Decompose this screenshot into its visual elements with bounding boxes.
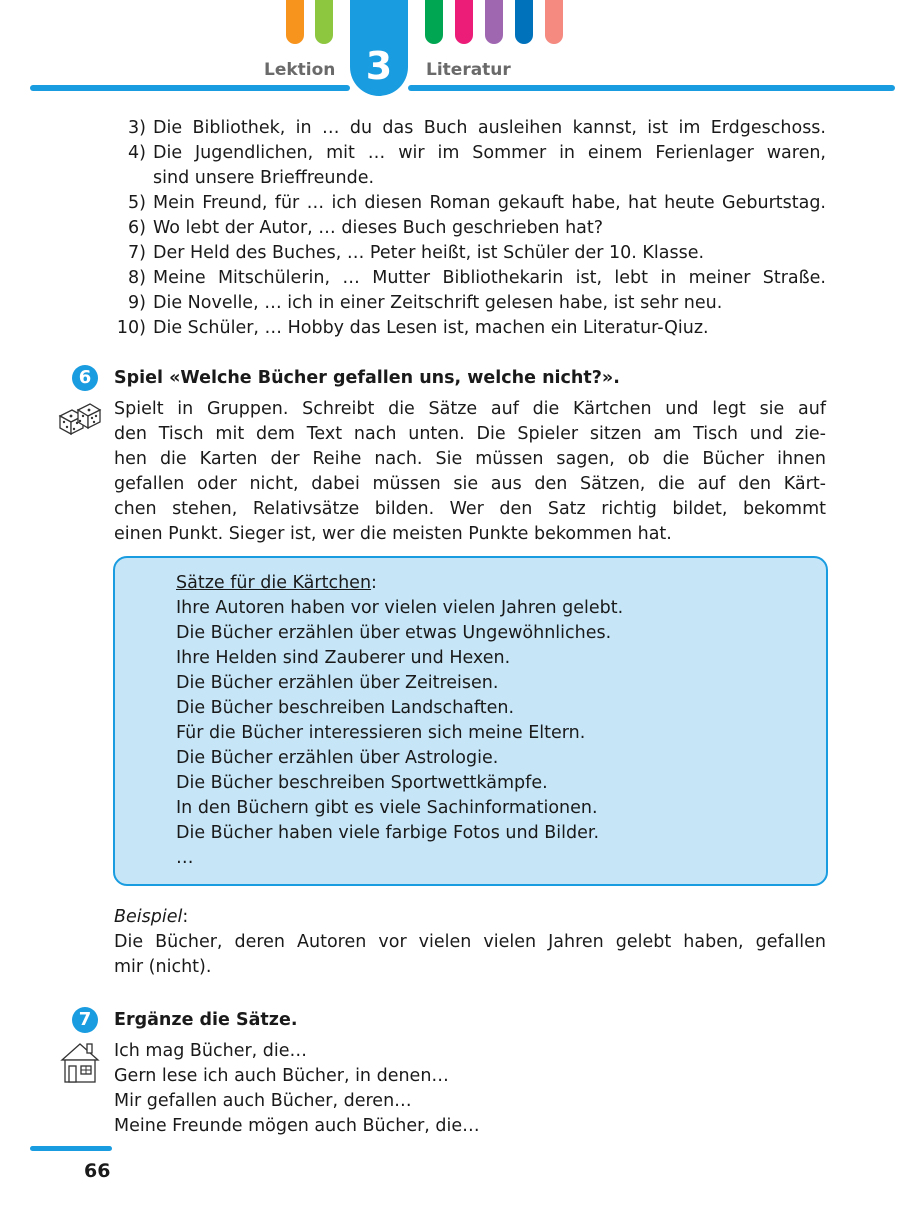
card-sentence: Die Bücher erzählen über Zeitreisen.	[176, 673, 499, 693]
card-sentence-ellipsis: …	[176, 848, 194, 868]
list-item-number: 10)	[116, 318, 146, 338]
exercise-number-badge: 7	[72, 1007, 98, 1033]
exercise-instruction-line: den Tisch mit dem Text nach unten. Die Spieler sitzen am Tisch und zie-	[114, 424, 826, 444]
color-tab-pink	[455, 0, 473, 44]
exercise-title: Spiel «Welche Bücher gefallen uns, welche nicht?».	[114, 368, 620, 388]
list-item-text: sind unsere Brieffreunde.	[153, 168, 375, 188]
exercise-instruction-line: einen Punkt. Sieger ist, wer die meisten Punkte bekommen hat.	[114, 524, 672, 544]
color-tab-salmon	[545, 0, 563, 44]
card-sentence: Für die Bücher interessieren sich meine Eltern.	[176, 723, 586, 743]
exercise-instruction-line: chen stehen, Relativsätze bilden. Wer den Satz richtig bildet, bekommt	[114, 499, 826, 519]
card-box-heading-text: Sätze für die Kärtchen	[176, 573, 372, 593]
sentence-starter: Mir gefallen auch Bücher, deren…	[114, 1091, 412, 1111]
card-box-heading-colon: :	[371, 573, 377, 593]
list-item-text: Wo lebt der Autor, … dieses Buch geschrieben hat?	[153, 218, 604, 238]
house-icon	[58, 1040, 104, 1084]
header-rule-left	[30, 85, 350, 91]
example-label	[114, 905, 188, 930]
list-item-number: 5)	[128, 193, 146, 213]
card-sentence: Ihre Autoren haben vor vielen vielen Jahren gelebt.	[176, 598, 624, 618]
list-item-text: Die Novelle, … ich in einer Zeitschrift gelesen habe, ist sehr neu.	[153, 293, 723, 313]
list-item-number: 9)	[128, 293, 146, 313]
card-sentence: Die Bücher erzählen über etwas Ungewöhnliches.	[176, 623, 612, 643]
lesson-number-badge: 3	[350, 0, 408, 96]
card-sentence: Die Bücher erzählen über Astrologie.	[176, 748, 499, 768]
sentence-starter: Meine Freunde mögen auch Bücher, die…	[114, 1116, 480, 1136]
dice-icon	[56, 402, 102, 436]
card-sentence: Die Bücher beschreiben Sportwettkämpfe.	[176, 773, 548, 793]
example-text-line: Die Bücher, deren Autoren vor vielen vielen Jahren gelebt haben, gefallen	[114, 932, 826, 952]
exercise-instruction-line: Spielt in Gruppen. Schreibt die Sätze auf die Kärtchen und legt sie auf	[114, 399, 826, 419]
example-label-colon: :	[182, 907, 189, 927]
list-item-number: 6)	[128, 218, 146, 238]
exercise-instruction-line: gefallen oder nicht, dabei müssen sie aus den Sätzen, die auf den Kärt-	[114, 474, 826, 494]
list-item-text: Meine Mitschülerin, … Mutter Bibliothekarin ist, lebt in meiner Straße.	[153, 268, 826, 288]
exercise-title: Ergänze die Sätze.	[114, 1010, 298, 1030]
sentence-starter: Ich mag Bücher, die…	[114, 1041, 308, 1061]
card-box-heading	[176, 571, 377, 596]
example-label-text: Beispiel	[114, 907, 183, 927]
color-tab-green	[315, 0, 333, 44]
list-item-number: 8)	[128, 268, 146, 288]
color-tab-orange	[286, 0, 304, 44]
header-rule-right	[408, 85, 895, 91]
card-sentence: In den Büchern gibt es viele Sachinformationen.	[176, 798, 598, 818]
exercise-instruction-line: hen die Karten der Reihe nach. Sie müssen sagen, ob die Bücher ihnen	[114, 449, 826, 469]
list-item-text: Der Held des Buches, … Peter heißt, ist Schüler der 10. Klasse.	[153, 243, 705, 263]
page-number: 66	[84, 1160, 111, 1182]
color-tab-purple	[485, 0, 503, 44]
list-item-number: 4)	[128, 143, 146, 163]
list-item-text: Mein Freund, für … ich diesen Roman gekauft habe, hat heute Geburtstag.	[153, 193, 826, 213]
list-item-text: Die Jugendlichen, mit … wir im Sommer in einem Ferienlager waren,	[153, 143, 826, 163]
footer-rule	[30, 1146, 112, 1151]
list-item-text: Die Schüler, … Hobby das Lesen ist, machen ein Literatur-Qiuz.	[153, 318, 709, 338]
sentence-starter: Gern lese ich auch Bücher, in denen…	[114, 1066, 449, 1086]
card-sentence: Die Bücher beschreiben Landschaften.	[176, 698, 515, 718]
topic-label: Literatur	[426, 60, 511, 80]
lesson-label: Lektion	[264, 60, 336, 80]
list-item-number: 3)	[128, 118, 146, 138]
color-tab-blue	[515, 0, 533, 44]
example-text-line: mir (nicht).	[114, 957, 212, 977]
list-item-text: Die Bibliothek, in … du das Buch ausleihen kannst, ist im Erdgeschoss.	[153, 118, 826, 138]
card-sentence: Die Bücher haben viele farbige Fotos und Bilder.	[176, 823, 600, 843]
color-tab-darkgreen	[425, 0, 443, 44]
card-sentence: Ihre Helden sind Zauberer und Hexen.	[176, 648, 511, 668]
list-item-number: 7)	[128, 243, 146, 263]
exercise-number-badge: 6	[72, 365, 98, 391]
